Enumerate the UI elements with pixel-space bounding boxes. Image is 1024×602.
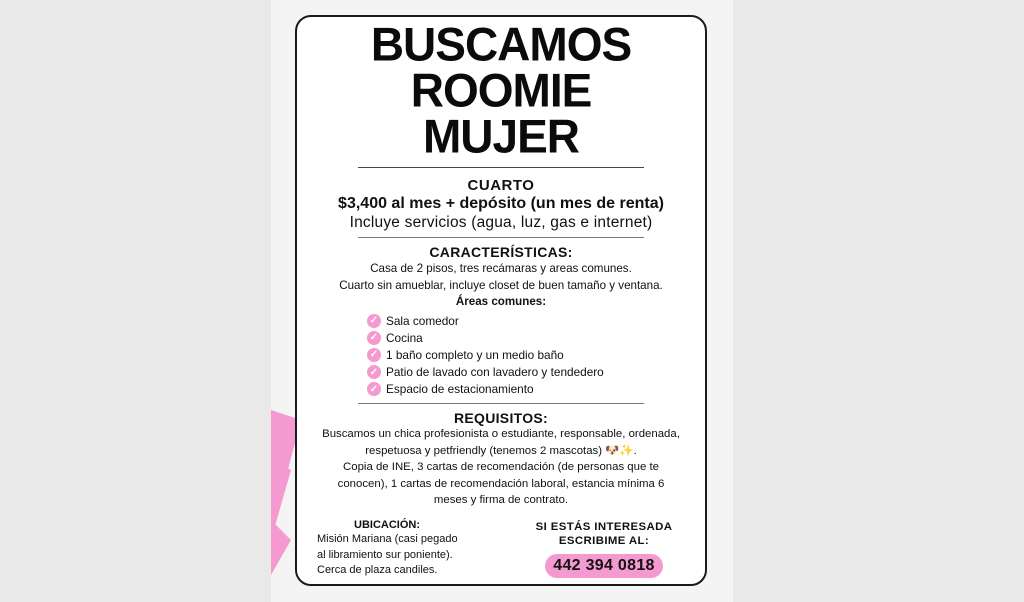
contact-heading: SI ESTÁS INTERESADA ESCRIBIME AL: [535,521,673,547]
location-line: Cerca de plaza candiles. [317,564,438,576]
headline [297,17,705,163]
room-heading: CUARTO [467,177,535,194]
phone-number: 442 394 0818 [545,554,662,578]
room-price: $3,400 al mes + depósito (un mes de renta) [338,195,664,212]
requirements-line: Buscamos un chica profesionista o estudiante, responsable, ordenada, [322,427,680,440]
requirements-line: conocen), 1 cartas de recomendación laboral, estancia mínima 6 [337,477,665,490]
requirements-line: respetuosa y petfriendly (tenemos 2 mascotas) 🐶✨. [365,444,637,457]
divider [358,167,644,168]
divider [358,237,644,238]
check-icon: ✓ [367,348,381,362]
flyer [271,0,733,602]
headline-line: ROOMIE [410,63,592,117]
common-areas-heading: Áreas comunes: [455,295,547,308]
features-line: Casa de 2 pisos, tres recámaras y areas comunes. [370,262,632,275]
location-block [317,519,487,579]
check-icon: ✓ [367,382,381,396]
requirements-heading: REQUISITOS: [453,409,549,426]
headline-line: MUJER [422,109,580,163]
location-line: al libramiento sur poniente). [317,548,453,561]
location-heading: UBICACIÓN: [354,519,420,531]
room-includes: Incluye servicios (agua, luz, gas e internet) [349,214,653,231]
check-icon: ✓ [367,331,381,345]
common-areas-list [367,312,705,398]
list-item: ✓ Cocina [367,329,705,346]
check-icon: ✓ [367,365,381,379]
requirements-line: meses y firma de contrato. [433,494,569,507]
location-text [317,532,487,579]
list-item: ✓ Sala comedor [367,312,705,329]
contact-block [519,520,689,578]
list-item: ✓ Patio de lavado con lavadero y tendedero [367,364,705,381]
requirements-text [297,426,705,509]
location-line: Misión Mariana (casi pegado [317,533,458,545]
requirements-line: Copia de INE, 3 cartas de recomendación (de personas que te [343,461,659,474]
headline-line: BUSCAMOS [370,17,632,71]
info-card [295,15,707,586]
divider [358,403,644,404]
list-item: ✓ Espacio de estacionamiento [367,381,705,398]
features-heading: CARACTERÍSTICAS: [429,244,573,260]
check-icon: ✓ [367,314,381,328]
features-line: Cuarto sin amueblar, incluye closet de buen tamaño y ventana. [339,279,663,292]
list-item: ✓ 1 baño completo y un medio baño [367,346,705,363]
